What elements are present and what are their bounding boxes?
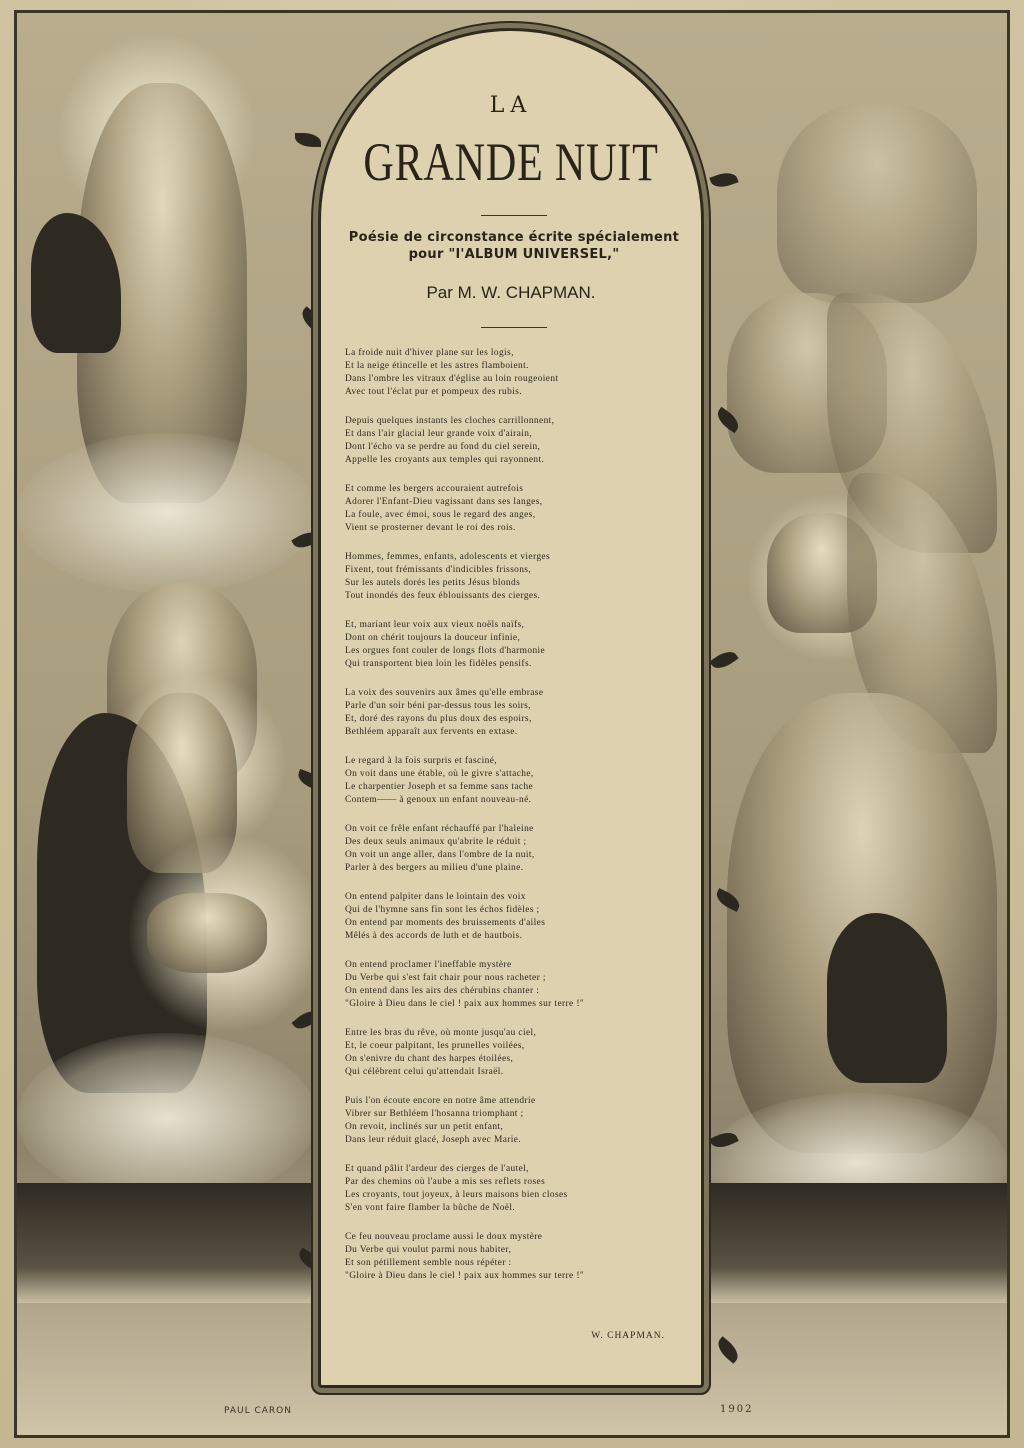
poem-line: On s'enivre du chant des harpes étoilées, (345, 1054, 514, 1064)
poem-line: Qui célèbrent celui qu'attendait Israël. (345, 1067, 504, 1077)
poem-line: Et comme les bergers accouraient autrefois (345, 484, 524, 494)
poem-stanza (345, 483, 685, 535)
poem-line: Le charpentier Joseph et sa femme sans tache (345, 782, 534, 792)
cloud (17, 1033, 317, 1203)
artist-credit: PAUL CARON (224, 1406, 292, 1416)
poem-line: Dans l'ombre les vitraux d'église au loin rougeoient (345, 374, 559, 384)
poem-line: Du Verbe qui s'est fait chair pour nous racheter ; (345, 973, 546, 983)
poem-line: Vibrer sur Bethléem l'hosanna triomphant ; (345, 1109, 524, 1119)
poem-stanza (345, 551, 685, 603)
poem-line: Contem—— à genoux un enfant nouveau-né. (345, 795, 532, 805)
poem-stanza (345, 823, 685, 875)
poem-stanza (345, 755, 685, 807)
poem-stanza (345, 1163, 685, 1215)
divider (481, 215, 547, 216)
poem-line: "Gloire à Dieu dans le ciel ! paix aux hommes sur terre !" (345, 1271, 585, 1281)
poem-line: On entend dans les airs des chérubins chanter : (345, 986, 540, 996)
poem-line: Les orgues font couler de longs flots d'harmonie (345, 646, 546, 656)
poem-line: Fixent, tout frémissants d'indicibles frissons, (345, 565, 532, 575)
poem-line: Bethléem apparaît aux fervents en extase. (345, 727, 518, 737)
poem-body (345, 347, 685, 1299)
poem-line: Entre les bras du rêve, où monte jusqu'au ciel, (345, 1028, 537, 1038)
subtitle-line: pour "l'ALBUM UNIVERSEL," (408, 247, 620, 262)
poem-line: Et, doré des rayons du plus doux des espoirs, (345, 714, 532, 724)
poem-line: Vient se prosterner devant le roi des rois. (345, 523, 516, 533)
poem-stanza (345, 1095, 685, 1147)
signature: W. CHAPMAN. (591, 1331, 665, 1341)
poem-line: On voit ce frêle enfant réchauffé par l'haleine (345, 824, 534, 834)
author-byline: Par M. W. CHAPMAN. (426, 283, 596, 302)
poem-line: Avec tout l'éclat pur et pompeux des rubis. (345, 387, 523, 397)
poem-line: Appelle les croyants aux temples qui rayonnent. (345, 455, 545, 465)
left-illustration (17, 13, 317, 1435)
poem-line: Ce feu nouveau proclame aussi le doux mystère (345, 1232, 543, 1242)
night-landscape (707, 1183, 1007, 1303)
poem-line: Par des chemins où l'aube a mis ses reflets roses (345, 1177, 546, 1187)
poem-line: Parle d'un soir béni par-dessus tous les soirs, (345, 701, 531, 711)
infant-figure (147, 893, 267, 973)
poem-line: Hommes, femmes, enfants, adolescents et vierges (345, 552, 551, 562)
poem-stanza (345, 1231, 685, 1283)
right-illustration (707, 13, 1007, 1435)
poem-line: "Gloire à Dieu dans le ciel ! paix aux hommes sur terre !" (345, 999, 585, 1009)
poem-line: Des deux seuls animaux qu'abrite le réduit ; (345, 837, 527, 847)
poem-line: Et la neige étincelle et les astres flamboient. (345, 361, 529, 371)
night-landscape (17, 1183, 317, 1303)
poem-line: Dont l'écho va se perdre au fond du ciel serein, (345, 442, 541, 452)
poem-line: Depuis quelques instants les cloches carrillonnent, (345, 416, 555, 426)
poem-line: Tout inondés des feux éblouissants des cierges. (345, 591, 541, 601)
poem-line: S'en vont faire flamber la bûche de Noël. (345, 1203, 516, 1213)
poem-line: Le regard à la fois surpris et fasciné, (345, 756, 497, 766)
poem-line: On voit dans une étable, où le givre s'attache, (345, 769, 534, 779)
poem-line: Adorer l'Enfant-Dieu vagissant dans ses langes, (345, 497, 543, 507)
poem-line: Et quand pâlit l'ardeur des cierges de l'autel, (345, 1164, 529, 1174)
poem-stanza (345, 959, 685, 1011)
poem-line: Mêlés à des accords de luth et de hautbois. (345, 931, 523, 941)
subtitle (335, 229, 693, 263)
poem-line: Puis l'on écoute encore en notre âme attendrie (345, 1096, 536, 1106)
title-small: LA (489, 93, 533, 118)
poem-line: Et, le coeur palpitant, les prunelles voilées, (345, 1041, 525, 1051)
cloud (17, 433, 317, 593)
poem-line: Dans leur réduit glacé, Joseph avec Marie. (345, 1135, 522, 1145)
poem-line: Et son pétillement semble nous répéter : (345, 1258, 512, 1268)
poem-line: Les croyants, tout joyeux, à leurs maisons bien closes (345, 1190, 568, 1200)
poem-line: La foule, avec émoi, sous le regard des anges, (345, 510, 536, 520)
poem-line: On revoit, inclinés sur un petit enfant, (345, 1122, 504, 1132)
poem-line: Et, mariant leur voix aux vieux noëls naïfs, (345, 620, 525, 630)
subtitle-line: Poésie de circonstance écrite spécialement (348, 230, 680, 245)
poem-line: La voix des souvenirs aux âmes qu'elle embrase (345, 688, 544, 698)
poem-line: Qui de l'hymne sans fin sont les échos fidèles ; (345, 905, 540, 915)
poem-line: On entend proclamer l'ineffable mystère (345, 960, 512, 970)
poem-line: La froide nuit d'hiver plane sur les logis, (345, 348, 514, 358)
poem-line: Dont on chérit toujours la douceur infinie, (345, 633, 521, 643)
poem-line: On entend palpiter dans le lointain des voix (345, 892, 526, 902)
poem-stanza (345, 415, 685, 467)
poem-stanza (345, 347, 685, 399)
divider (481, 327, 547, 328)
poem-line: Qui transportent bien loin les fidèles pensifs. (345, 659, 532, 669)
poem-panel (318, 28, 704, 1388)
poem-line: On entend par moments des bruissements d'ailes (345, 918, 546, 928)
poem-line: On voit un ange aller, dans l'ombre de la nuit, (345, 850, 535, 860)
poem-stanza (345, 687, 685, 739)
poem-stanza (345, 1027, 685, 1079)
year-credit: 1902 (720, 1404, 754, 1415)
poem-line: Et dans l'air glacial leur grande voix d'airain, (345, 429, 533, 439)
poem-stanza (345, 891, 685, 943)
poem-stanza (345, 619, 685, 671)
poem-line: Parler à des bergers au milieu d'une plaine. (345, 863, 524, 873)
faded-angel-figure (777, 103, 977, 303)
page-title: GRANDE NUIT (363, 132, 659, 192)
poem-line: Du Verbe qui voulut parmi nous habiter, (345, 1245, 512, 1255)
poem-line: Sur les autels dorés les petits Jésus blonds (345, 578, 521, 588)
